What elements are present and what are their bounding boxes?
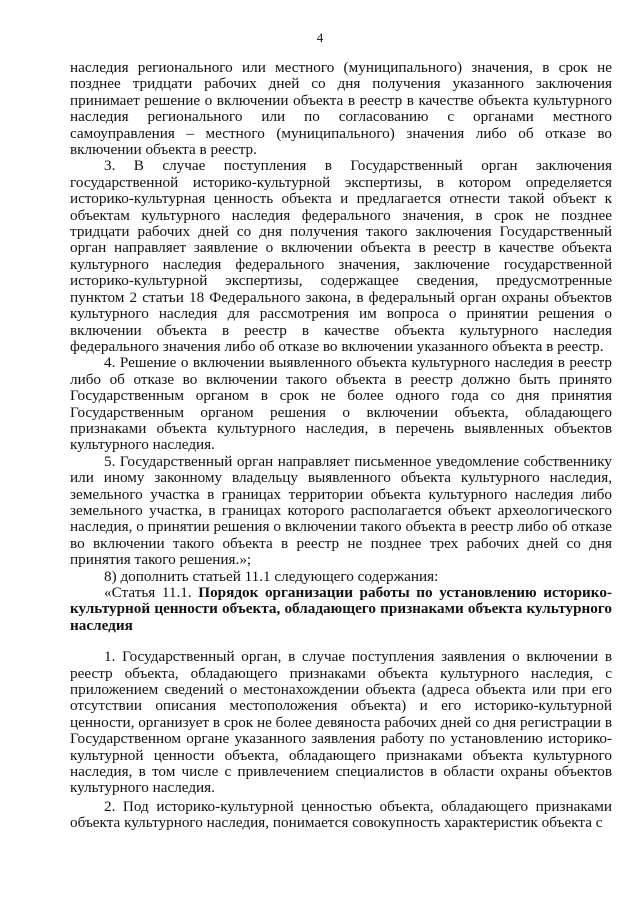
article-heading-lead: «Статья 11.1. [104, 584, 192, 601]
paragraph-item-4: 4. Решение о включении выявленного объекта культурного наследия в реестр либо об отказе во включении такого объекта в реестр должно быть принято Государственным органом в срок не более одного года со дня принятия Государственным органом решения о включении объекта, обладающего признаками объекта культурного наследия, в перечень выявленных объектов культурного наследия. [70, 354, 612, 454]
article-heading [70, 585, 612, 634]
page-number: 4 [316, 30, 324, 45]
paragraph-continuation: наследия регионального или местного (муниципального) значения, в срок не позднее тридцати рабочих дней со дня получения указанного заключения принимает решение о включении объекта в реестр в качестве объекта культурного наследия регионального или по согласованию с органами местного самоуправления – местного (муниципального) значения либо об отказе во включении объекта в реестр. [70, 59, 612, 159]
article-paragraph-1: 1. Государственный орган, в случае поступления заявления о включении в реестр объекта, обладающего признаками объекта культурного наследия, с приложением сведений о местонахождении объекта (адреса объекта или при его отсутствии описания местоположения объекта) и его историко-культурной ценности, организует в срок не более девяноста рабочих дней со дня регистрации в Государственном органе указанного заявления работу по установлению историко-культурной ценности объекта, обладающего признаками объекта культурного наследия, в том числе с привлечением специалистов в области охраны объектов культурного наследия. [70, 648, 612, 797]
document-body [70, 60, 612, 832]
article-heading-title: Порядок организации работы по установлению историко-культурной ценности объекта, обладающего признаками объекта культурного наследия [70, 584, 612, 634]
paragraph-item-3: 3. В случае поступления в Государственный орган заключения государственной историко-культурной экспертизы, в котором определяется историко-культурная ценность объекта и предлагается отнести такой объект к объектам культурного наследия федерального значения, в срок не позднее тридцати рабочих дней со дня получения такого заключения Государственный орган направляет заявление о включении объекта в реестр в качестве объекта культурного наследия федерального значения, заключение государственной историко-культурной экспертизы, содержащее сведения, предусмотренные пунктом 2 статьи 18 Федерального закона, в федеральный орган охраны объектов культурного наследия для рассмотрения им вопроса о принятии решения о включении объекта в реестр в качестве объекта культурного наследия федерального значения либо об отказе во включении указанного объекта в реестр. [70, 157, 612, 355]
paragraph-item-5: 5. Государственный орган направляет письменное уведомление собственнику или иному законному владельцу выявленного объекта культурного наследия, земельного участка в границах территории объекта культурного наследия либо земельного участка, в границах которого располагается объект археологического наследия, о принятии решения о включении такого объекта в реестр либо об отказе во включении такого объекта в реестр не позднее трех рабочих дней со дня принятия такого решения.»; [70, 452, 612, 569]
article-paragraph-2: 2. Под историко-культурной ценностью объекта, обладающего признаками объекта культурного наследия, понимается совокупность характеристик объекта с [70, 797, 612, 832]
paragraph-item-8: 8) дополнить статьей 11.1 следующего содержания: [104, 567, 439, 585]
